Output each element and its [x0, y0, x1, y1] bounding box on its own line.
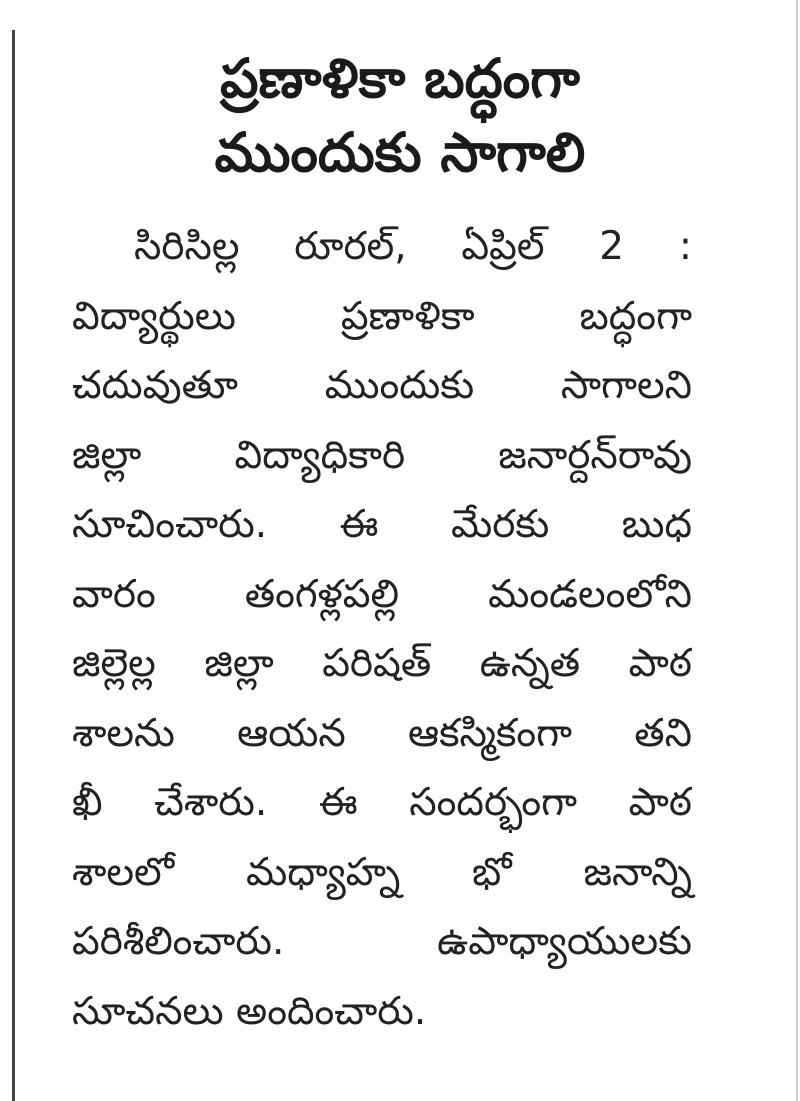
body-line: శాలను ఆయన ఆకస్మికంగా తని [72, 710, 692, 756]
article-headline [60, 42, 740, 190]
article-body [72, 212, 692, 1046]
body-line: జిల్లెల్ల జిల్లా పరిషత్ ఉన్నత పాఠ [72, 641, 692, 686]
headline-line-2: ముందుకు సాగాలి [214, 121, 586, 184]
column-divider-left [12, 30, 15, 1101]
column-divider-right [796, 0, 798, 1101]
body-line: సూచించారు. ఈ మేరకు బుధ [72, 502, 692, 547]
body-line: విద్యార్థులు ప్రణాళికా బద్ధంగా [72, 293, 692, 339]
dateline: సిరిసిల్ల రూరల్, ఏప్రిల్ 2 : [134, 224, 692, 269]
body-line: వారం తంగళ్లపల్లి మండలంలోని [72, 571, 692, 617]
headline-line-1: ప్రణాళికా బద్ధంగా [220, 47, 580, 110]
body-line: చదువుతూ ముందుకు సాగాలని [72, 363, 692, 408]
body-line: సూచనలు అందించారు. [72, 988, 427, 1034]
body-line: పరిశీలించారు. ఉపాధ్యాయులకు [72, 919, 692, 964]
body-line: శాలలో మధ్యాహ్న భో జనాన్ని [72, 849, 692, 895]
body-line: ఖీ చేశారు. ఈ సందర్భంగా పాఠ [72, 780, 692, 825]
body-line: జిల్లా విద్యాధికారి జనార్దన్‌రావు [72, 432, 692, 478]
